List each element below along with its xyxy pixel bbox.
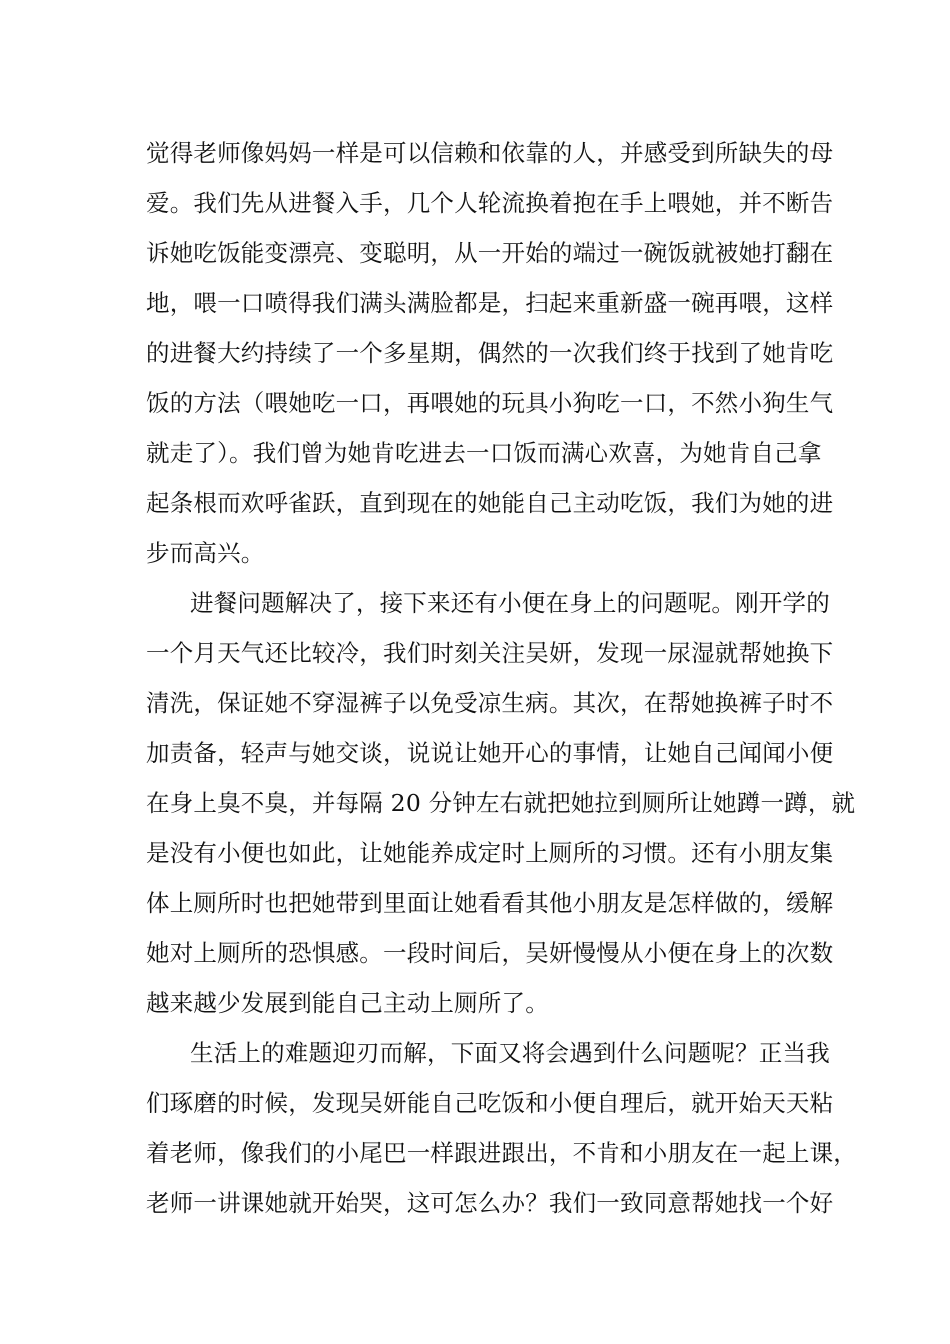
paragraph-first-line: 生活上的难题迎刃而解，下面又将会遇到什么问题呢？正当我 bbox=[190, 1039, 830, 1067]
text-line: 她对上厕所的恐惧感。一段时间后，吴妍慢慢从小便在身上的次数 bbox=[146, 939, 834, 967]
text-line: 地，喂一口喷得我们满头满脸都是，扫起来重新盛一碗再喂，这样 bbox=[146, 289, 834, 317]
text-line: 着老师，像我们的小尾巴一样跟进跟出，不肯和小朋友在一起上课， bbox=[146, 1139, 857, 1167]
text-line: 步而高兴。 bbox=[146, 539, 265, 567]
text-line: 是没有小便也如此，让她能养成定时上厕所的习惯。还有小朋友集 bbox=[146, 839, 834, 867]
text-line: 诉她吃饭能变漂亮、变聪明，从一开始的端过一碗饭就被她打翻在 bbox=[146, 239, 834, 267]
text-line: 觉得老师像妈妈一样是可以信赖和依靠的人，并感受到所缺失的母 bbox=[146, 139, 834, 167]
text-line: 加责备，轻声与她交谈，说说让她开心的事情，让她自己闻闻小便 bbox=[146, 739, 834, 767]
text-line: 体上厕所时也把她带到里面让她看看其他小朋友是怎样做的，缓解 bbox=[146, 889, 834, 917]
text-line: 在身上臭不臭，并每隔 20 分钟左右就把她拉到厕所让她蹲一蹲，就 bbox=[146, 789, 856, 817]
text-line: 们琢磨的时候，发现吴妍能自己吃饭和小便自理后，就开始天天粘 bbox=[146, 1089, 834, 1117]
paragraph-first-line: 进餐问题解决了，接下来还有小便在身上的问题呢。刚开学的 bbox=[190, 589, 830, 617]
text-line: 清洗，保证她不穿湿裤子以免受凉生病。其次，在帮她换裤子时不 bbox=[146, 689, 834, 717]
text-line: 爱。我们先从进餐入手，几个人轮流换着抱在手上喂她，并不断告 bbox=[146, 189, 834, 217]
text-line: 起条根而欢呼雀跃，直到现在的她能自己主动吃饭，我们为她的进 bbox=[146, 489, 834, 517]
text-line: 越来越少发展到能自己主动上厕所了。 bbox=[146, 989, 549, 1017]
text-line: 就走了）。我们曾为她肯吃进去一口饭而满心欢喜，为她肯自己拿 bbox=[146, 439, 822, 467]
text-line: 一个月天气还比较冷，我们时刻关注吴妍，发现一尿湿就帮她换下 bbox=[146, 639, 834, 667]
text-line: 的进餐大约持续了一个多星期，偶然的一次我们终于找到了她肯吃 bbox=[146, 339, 834, 367]
text-line: 饭的方法（喂她吃一口，再喂她的玩具小狗吃一口，不然小狗生气 bbox=[146, 389, 834, 417]
text-line: 老师一讲课她就开始哭，这可怎么办？我们一致同意帮她找一个好 bbox=[146, 1189, 834, 1217]
